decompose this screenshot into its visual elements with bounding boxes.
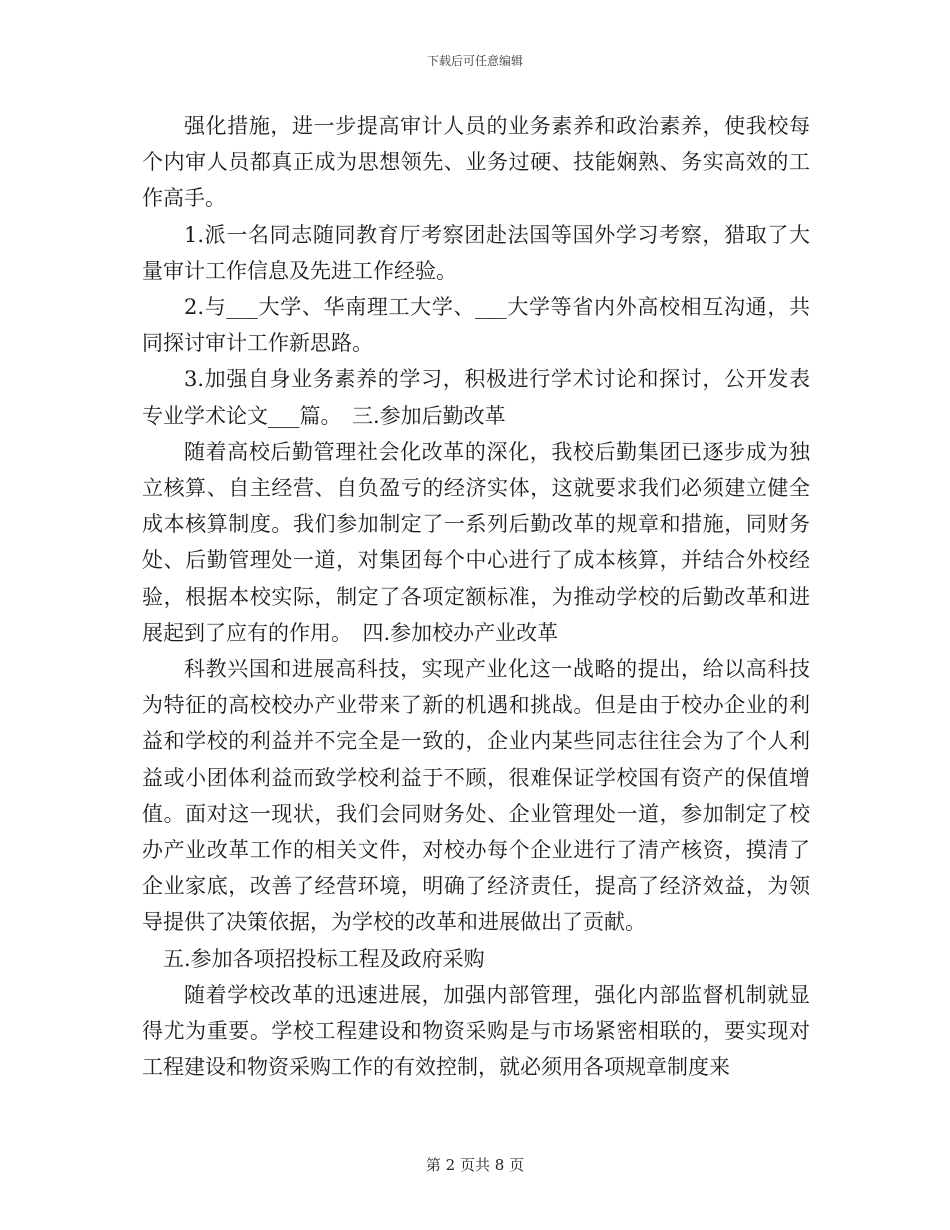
paragraph-item-2: 2.与___大学、华南理工大学、___大学等省内外高校相互沟通，共同探讨审计工作新思路。 xyxy=(142,295,810,356)
paragraph-bidding: 随着学校改革的迅速进展，加强内部管理，强化内部监督机制就显得尤为重要。学校工程建设和物资采购是与市场紧密相联的，要实现对工程建设和物资采购工作的有效控制，就必须用各项规章制度来 xyxy=(142,982,810,1080)
paragraph-logistics-reform: 随着高校后勤管理社会化改革的深化，我校后勤集团已逐步成为独立核算、自主经营、自负盈亏的经济实体，这就要求我们必须建立健全成本核算制度。我们参加制定了一系列后勤改革的规章和措施，同财务处、后勤管理处一道，对集团每个中心进行了成本核算，并结合外校经验，根据本校实际，制定了各项定额标准，为推动学校的后勤改革和进展起到了应有的作用。 四.参加校办产业改革 xyxy=(142,439,810,645)
paragraph-intro: 强化措施，进一步提高审计人员的业务素养和政治素养，使我校每个内审人员都真正成为思想领先、业务过硬、技能娴熟、务实高效的工作高手。 xyxy=(142,114,810,211)
document-body xyxy=(142,108,810,1085)
page-header: 下载后可任意编辑 xyxy=(426,54,523,68)
paragraph-item-3: 3.加强自身业务素养的学习，积极进行学术讨论和探讨，公开发表专业学术论文___篇。 三.参加后勤改革 xyxy=(142,367,810,428)
paragraph-item-1: 1.派一名同志随同教育厅考察团赴法国等国外学习考察，猎取了大量审计工作信息及先进工作经验。 xyxy=(142,222,810,283)
paragraph-school-industry: 科教兴国和进展高科技，实现产业化这一战略的提出，给以高科技为特征的高校校办产业带来了新的机遇和挑战。但是由于校办企业的利益和学校的利益并不完全是一致的，企业内某些同志往往会为了个人利益或小团体利益而致学校利益于不顾，很难保证学校国有资产的保值增值。面对这一现状，我们会同财务处、企业管理处一道，参加制定了校办产业改革工作的相关文件，对校办每个企业进行了清产核资，摸清了企业家底，改善了经营环境，明确了经济责任，提高了经济效益，为领导提供了决策依据，为学校的改革和进展做出了贡献。 xyxy=(142,657,810,935)
page-footer: 第 2 页共 8 页 xyxy=(425,1156,525,1174)
section-heading-bidding: 五.参加各项招投标工程及政府采购 xyxy=(163,946,485,971)
